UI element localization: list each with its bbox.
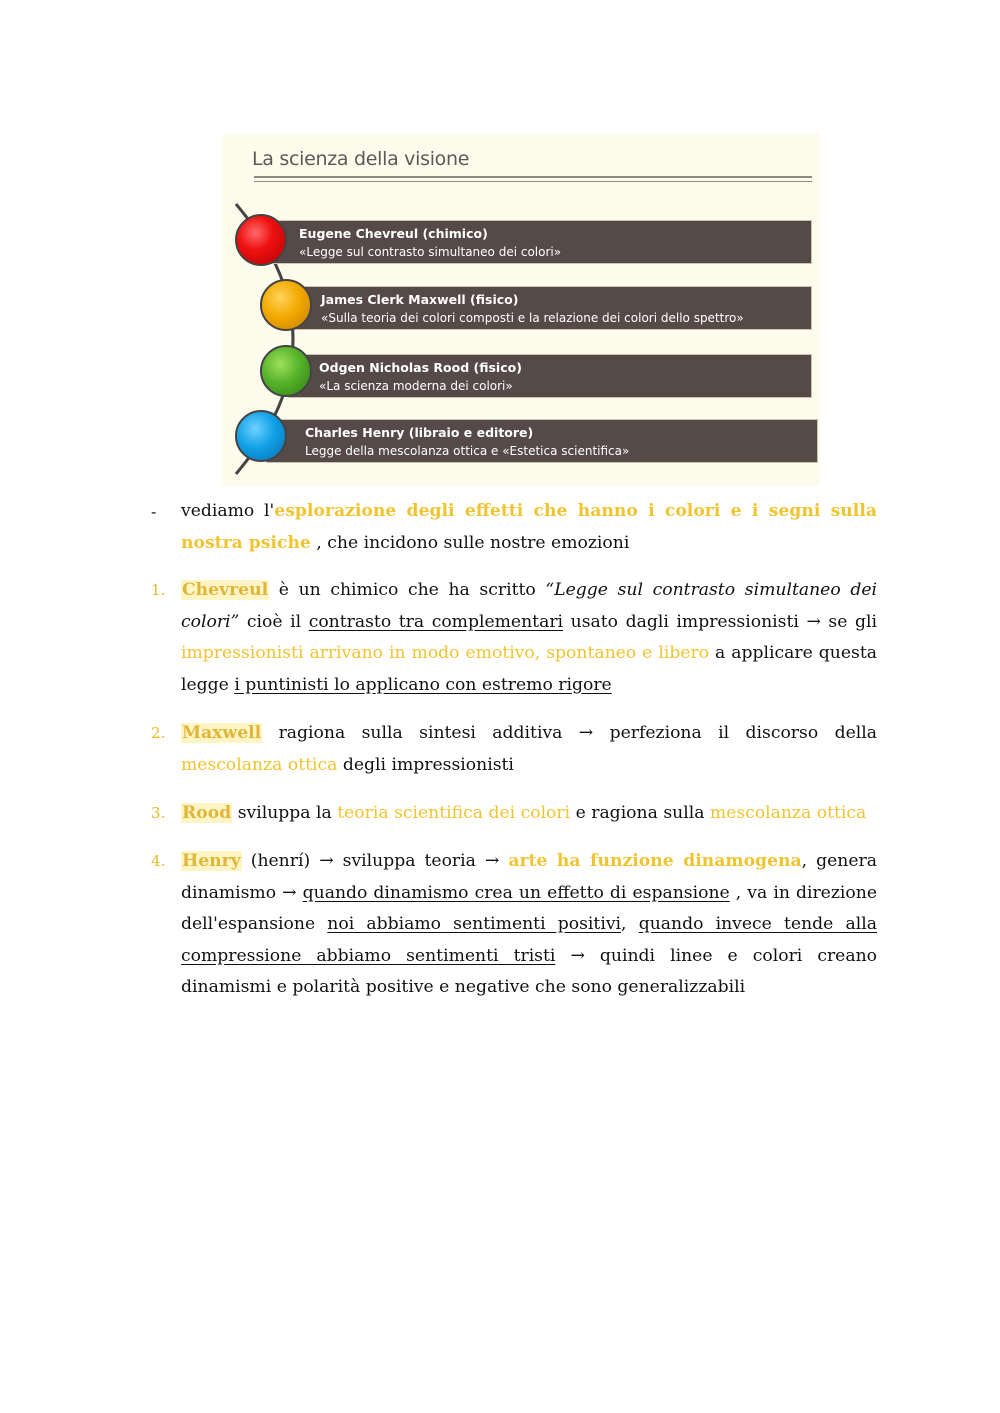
highlight-text: arte ha funzione dinamogena [508, 851, 802, 871]
list-number: 4. [151, 852, 166, 870]
slide-image [222, 134, 820, 486]
list-item-chevreul [181, 575, 877, 701]
underlined-text: quando dinamismo crea un effetto di espansione [302, 882, 730, 903]
text: e ragiona sulla [570, 803, 710, 823]
highlight-text: mescolanza ottica [709, 803, 867, 823]
entry-desc: «Legge sul contrasto simultaneo dei colori» [299, 245, 562, 259]
text: usato dagli impressionisti → se gli [563, 611, 877, 632]
text: a applicare questa legge [181, 643, 877, 695]
entry-name: Odgen Nicholas Rood (fisico) [319, 360, 522, 375]
text: degli impressionisti [337, 754, 514, 775]
text: → quindi linee e colori creano dinamismi e polarità positive e negative che sono generalizzabili [181, 945, 878, 997]
name-highlight: Rood [182, 803, 232, 823]
text: vediamo l' [181, 501, 275, 521]
red-circle-icon [235, 214, 287, 266]
text: sviluppa la [232, 803, 338, 823]
name-highlight: Henry [182, 851, 241, 871]
underlined-text: noi abbiamo sentimenti positivi [327, 914, 622, 934]
name-highlight: Chevreul [182, 580, 269, 600]
entry-name: Eugene Chevreul (chimico) [299, 226, 488, 241]
intro-paragraph [181, 496, 877, 559]
slide-title: La scienza della visione [252, 148, 470, 170]
underlined-text: quando invece tende alla compressione abbiamo sentimenti tristi [181, 914, 877, 966]
list-number: 2. [151, 724, 166, 742]
underlined-text: contrasto tra complementari [308, 611, 564, 632]
name-highlight: Maxwell [182, 723, 262, 743]
highlight-text: mescolanza ottica [181, 754, 338, 775]
timeline-bar-chevreul [266, 220, 812, 264]
highlight-text: impressionisti arrivano in modo emotivo, spontaneo e libero [181, 643, 710, 663]
text: (henrí) → sviluppa teoria → [241, 851, 509, 871]
text: , genera dinamismo → [181, 851, 878, 903]
entry-name: Charles Henry (libraio e editore) [305, 425, 534, 440]
timeline-bar-maxwell [288, 286, 812, 330]
entry-desc: «La scienza moderna dei colori» [319, 379, 513, 393]
text: , va in direzione dell'espansione [181, 882, 877, 934]
entry-name: James Clerk Maxwell (fisico) [321, 292, 519, 307]
text: , [621, 914, 639, 934]
list-number: 3. [151, 804, 166, 822]
text: , che incidono sulle nostre emozioni [310, 532, 630, 553]
underlined-text: i puntinisti lo applicano con estremo rigore [234, 674, 612, 695]
list-item-maxwell [181, 718, 877, 781]
orange-circle-icon [260, 279, 312, 331]
green-circle-icon [260, 345, 312, 397]
bullet-dash: - [151, 502, 157, 521]
highlight-text: teoria scientifica dei colori [337, 803, 571, 823]
text: cioè il [239, 611, 309, 632]
entry-desc: Legge della mescolanza ottica e «Estetica scientifica» [305, 444, 630, 458]
list-item-henry [181, 846, 877, 1004]
blue-circle-icon [235, 410, 287, 462]
list-item-rood [181, 798, 877, 830]
italic-title: “Legge sul contrasto simultaneo dei colori” [181, 580, 877, 632]
text: ragiona sulla sintesi additiva → perfeziona il discorso della [262, 723, 877, 743]
timeline-bar-henry [266, 419, 818, 463]
entry-desc: «Sulla teoria dei colori composti e la relazione dei colori dello spettro» [321, 311, 744, 325]
list-number: 1. [151, 581, 166, 599]
highlight-text: esplorazione degli effetti che hanno i colori e i segni sulla nostra psiche [181, 501, 877, 553]
text: è un chimico che ha scritto [269, 580, 546, 600]
timeline-bar-rood [288, 354, 812, 398]
